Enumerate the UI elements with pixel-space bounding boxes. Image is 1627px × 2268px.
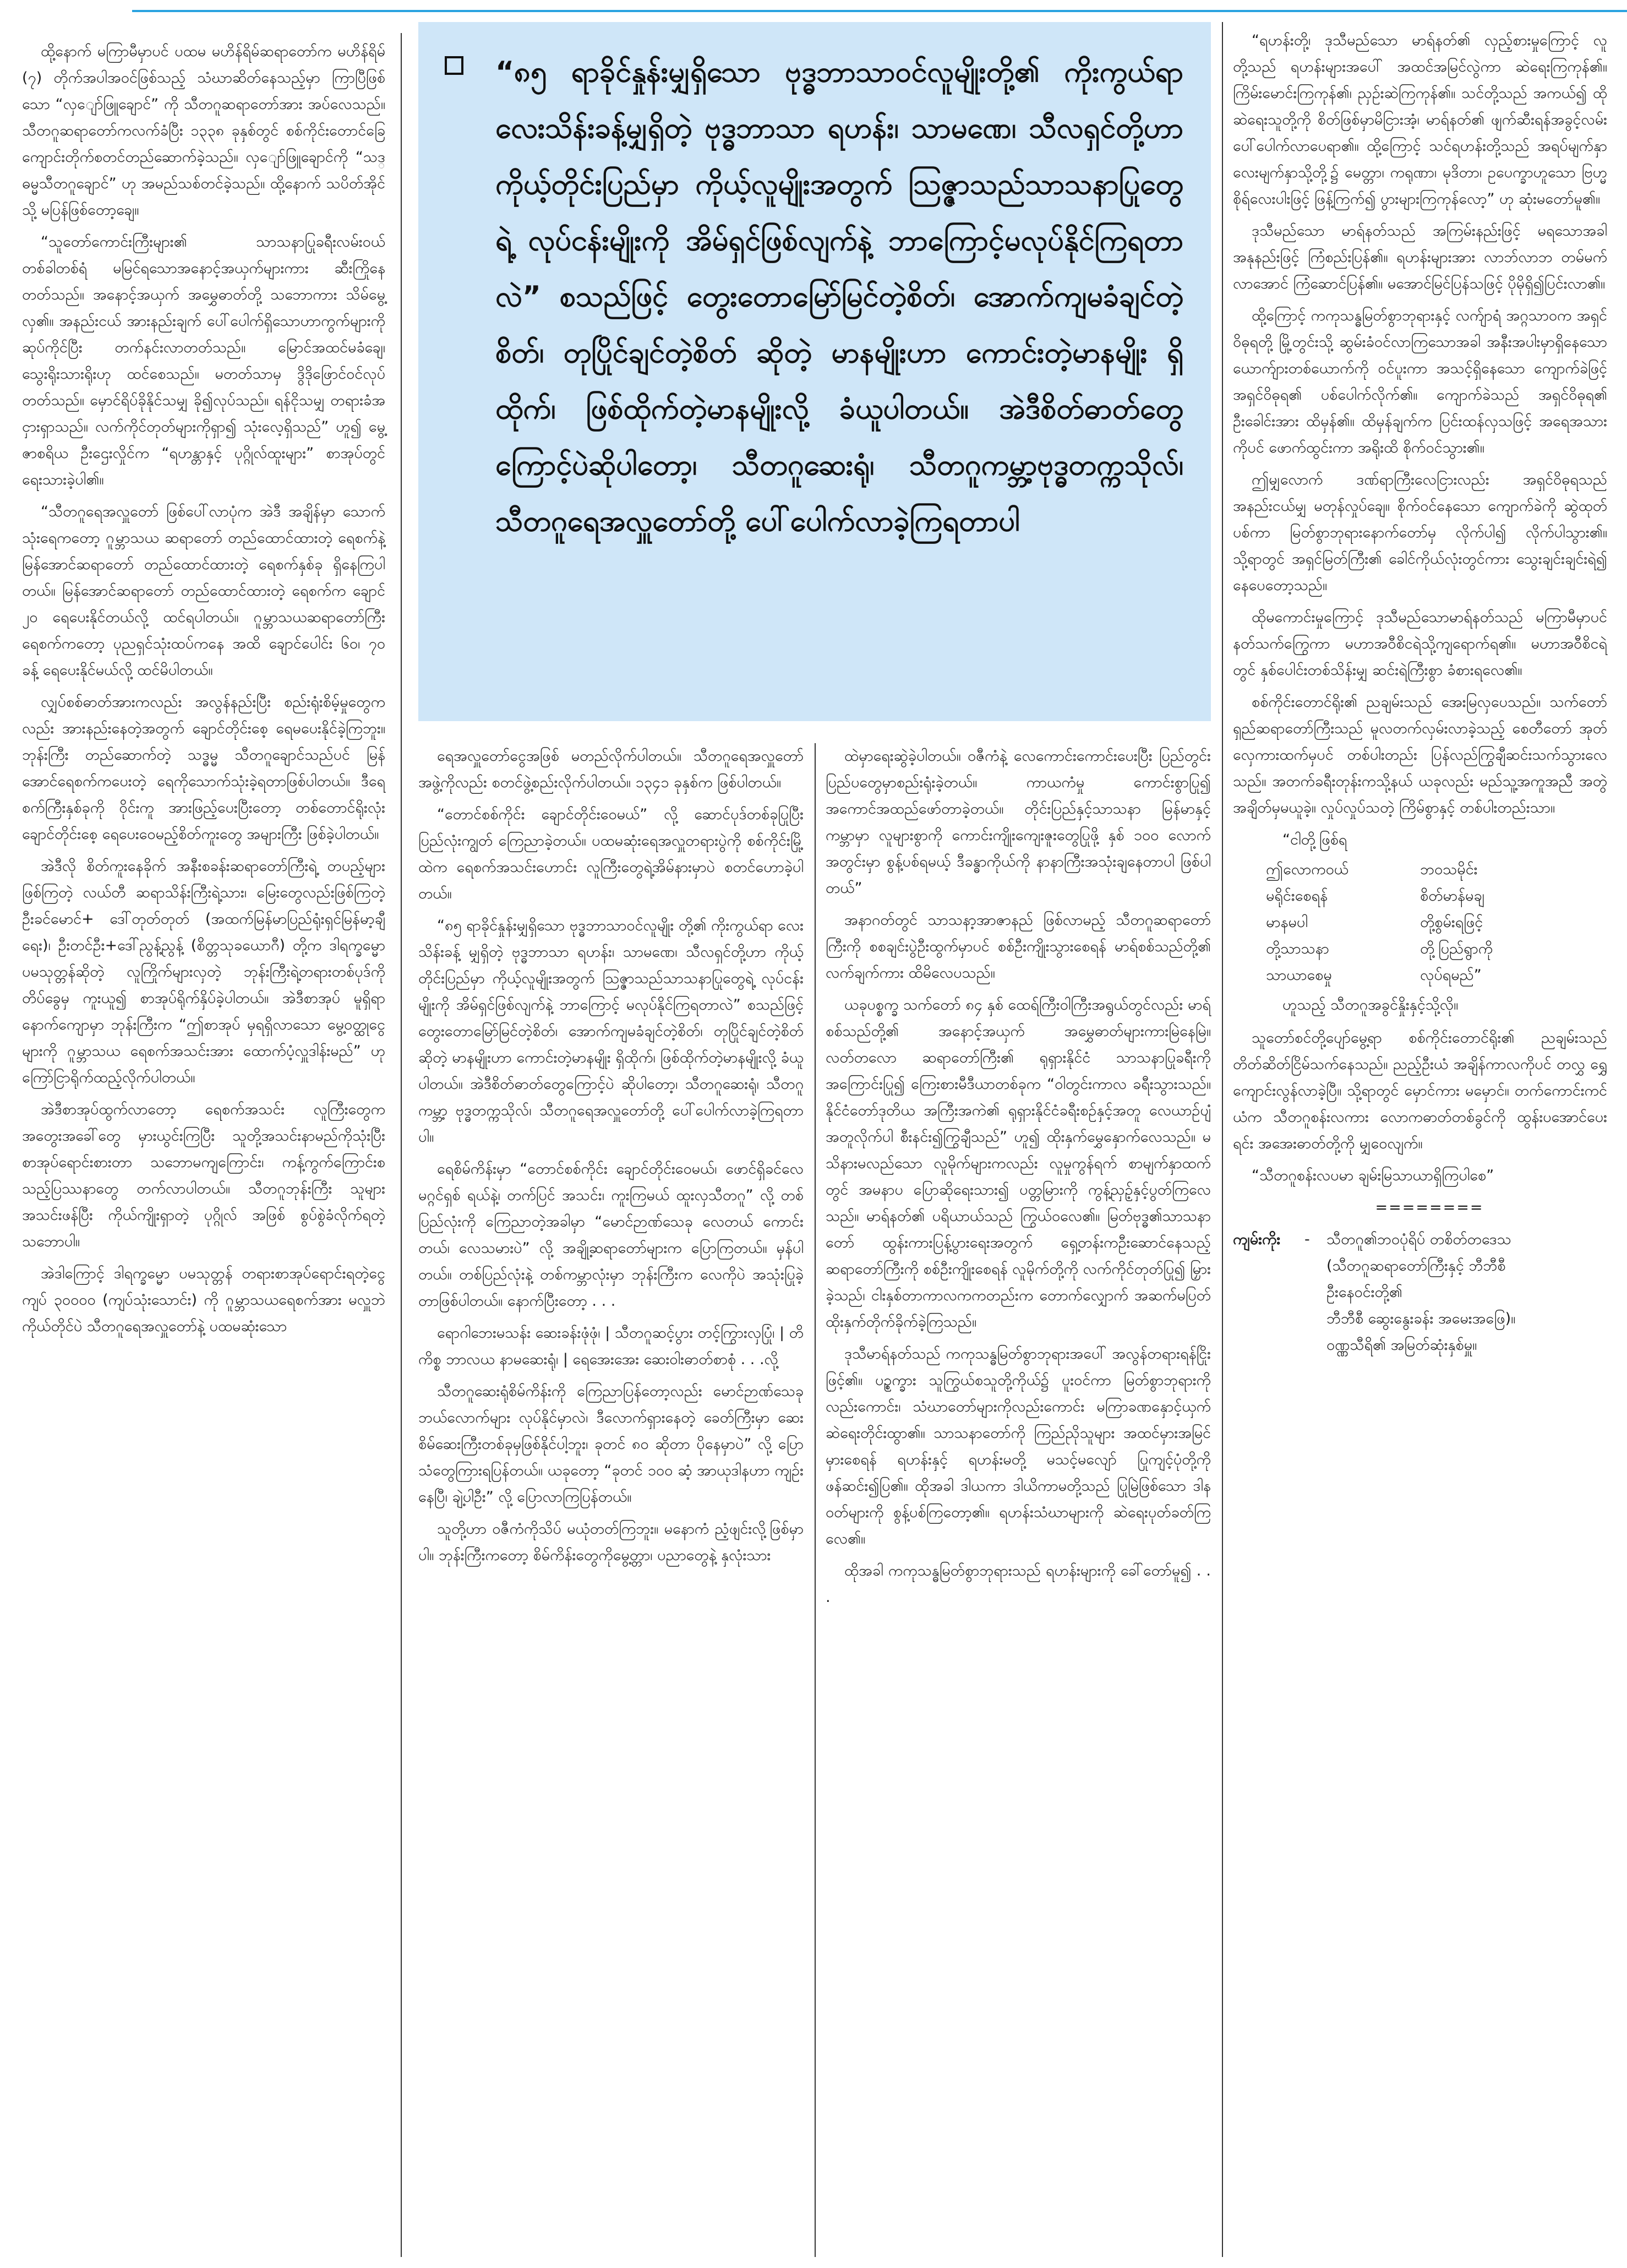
verse: ရောဂါဘေးမသန်း ဆေးခန်းဖုံဖုံ၊ | သီတဂူဆင့်ပွား တင့်ကြွားလှပြုံ၊ | တိ ကိစ္စ ဘာလယ နာမဆေးရုံ၊ | ရေအေးအေး ဆေးဝါးဓာတ်စာစုံ . . .လို့ (418, 1324, 804, 1368)
paragraph: သူတော်စင်တို့ပျော်မွေ့ရာ စစ်ကိုင်းတောင်ရိုး၏ ညချမ်းသည် တိတ်ဆိတ်ငြိမ်သက်နေသည်။ ညည့်ဦးယံ အချိန်ကာလကိုပင် တလွှ ရွှေကျောင်းလွန်လာခဲ့ပြီ။ သို့ရာတွင် မှောင်ကား မမှောင်။ တက်ကောင်းကင်ယံက သီတဂူစန်းလကား လောကဓာတ်တစ်ခွင်ကို ထွန်းပအောင်ပေးရင်း အအေးဓာတ်တို့ကို မျှဝေလျက်။ (1233, 1029, 1607, 1152)
paragraph: ထိုအခါ ကကုသန္ဓမြတ်စွာဘုရားသည် ရဟန်းများကို ခေါ်တော်မူ၍ . . . (826, 1562, 1211, 1606)
poem-cell: တို့စွမ်းရဖြင့် (1420, 914, 1483, 931)
poem-cell: မာနမပါ (1266, 914, 1308, 931)
poem-cell: ဘဝသမိုင်း (1420, 861, 1478, 878)
paragraph: “တောင်စစ်ကိုင်း ချောင်တိုင်းဝေမယ်” လို့ ဆောင်ပုဒ်တစ်ခုပြုပြီး ပြည်လုံးကျွတ် ကြေညာခဲ့တယ်။ ပထမဆုံးရေအလှူတရားပွဲကို စစ်ကိုင်းမြို့ ထဲက ရေစက်အသင်းဟောင်း လူကြီးတွေရဲ့အိမ်နားမှာပဲ စတင်ဟောခဲ့ပါတယ်။ (418, 806, 804, 902)
paragraph: ထဲမှာရေးဆွဲခဲ့ပါတယ်။ ဝဇီကံနဲ့ လေကောင်းကောင်းပေးပြီး ပြည်တွင်း ပြည်ပတွေမှာစည်းရုံးခဲ့တယ်။ ကာယကံမှု ကောင်းစွာပြု၍ အကောင်အထည်ဖော်တာခဲ့တယ်။ တိုင်းပြည်နှင့်သာသနာ မြန်မာနှင့် ကမ္ဘာမှာ လူများစွာကို ကောင်းကျိုးကျေးဇူးတွေပြုဖို့ နှစ် ၁၀၀ လောက်အတွင်းမှာ စွန့်ပစ်ရမယ့် ဒီခန္ဓာကိုယ်ကို နာနာကြီးအသုံးချနေတာပါ ဖြစ်ပါတယ်” (826, 748, 1211, 897)
pull-quote-text: “၈၅ ရာခိုင်နှုန်းမျှရှိသော ဗုဒ္ဓဘာသာဝင်လူမျိုးတို့၏ ကိုးကွယ်ရာ လေးသိန်းခန့်မျှရှိတဲ့ ဗုဒ္ဓဘာသာ ရဟန်း၊ သာမဏေ၊ သီလရှင်တို့ဟာ ကိုယ့်တိုင်းပြည်မှာ ကိုယ့်လူမျိုးအတွက် ဩဇ္ဇာသည်သာသနာပြုတွေရဲ့ လုပ်ငန်းမျိုးကို အိမ်ရှင်ဖြစ်လျက်နဲ့ ဘာကြောင့်မလုပ်နိုင်ကြရတာလဲ” စသည်ဖြင့် တွေးတောမြော်မြင်တဲ့စိတ်၊ အောက်ကျမခံချင်တဲ့စိတ်၊ တုပြိုင်ချင်တဲ့စိတ် ဆိုတဲ့ မာနမျိုးဟာ ကောင်းတဲ့မာနမျိုး ရှိထိုက်၊ ဖြစ်ထိုက်တဲ့မာနမျိုးလို့ ခံယူပါတယ်။ အဲဒီစိတ်ဓာတ်တွေကြောင့်ပဲဆိုပါတော့၊ သီတဂူဆေးရုံ၊ သီတဂူကမ္ဘာ့ဗုဒ္ဓတက္ကသိုလ်၊ သီတဂူရေအလှူတော်တို့ ပေါ်ပေါက်လာခဲ့ကြရတာပါ (495, 56, 1183, 538)
pull-quote-box (418, 22, 1211, 721)
article-column-middle-1 (418, 743, 804, 1574)
paragraph: ဤမျှလောက် ဒဏ်ရာကြီးလေငြားလည်း အရှင်ဝိဓုရသည် အနည်းငယ်မျှ မတုန်လှုပ်ချေ။ စိုက်ဝင်နေသော ကျောက်ခဲကို ဆွဲထုတ်ပစ်ကာ မြတ်စွာဘုရားနောက်တော်မှ လိုက်ပါ၍ လိုက်ပါသွား၏။ သို့ရာတွင် အရှင်မြတ်ကြီး၏ ခေါင်ကိုယ်လုံးတွင်ကား သွေးချင်းချင်းရဲ၍ နေပေတော့သည်။ (1233, 471, 1607, 594)
paragraph: ထို့နောက် မကြာမီမှာပင် ပထမ မဟိန်ရိမ်ဆရာတော်က မဟိန်ရိမ် (၇) တိုက်အပါအဝင်ဖြစ်သည့် သံဃာဆိတ်နေသည့်မှာ ကြာပြီဖြစ်သော “လှျော်ဖြူချောင်” ကို သီတဂူဆရာတော်အား အပ်လေသည်။ သီတဂူဆရာတော်ကလက်ခံပြီး ၁၃၃၈ ခုနှစ်တွင် စစ်ကိုင်းတောင်ခြေ ကျောင်းတိုက်စတင်တည်ဆောက်ခဲ့သည်။ လှျော်ဖြူချောင်ကို “သဒ္ဓမ္မသီတဂူချောင်” ဟု အမည်သစ်တင်ခဲ့သည်။ ထို့နောက် သပိတ်အိုင်သို့ မပြန်ဖြစ်တော့ချေ။ (22, 43, 385, 219)
paragraph: ထို့ကြောင့် ကကုသန္ဓမြတ်စွာဘုရားနှင့် လက်ျာရံ အဂ္ဂသာဝက အရှင်ဝိဓုရတို့ မြို့တွင်းသို့ ဆွမ်းခံဝင်လာကြသောအခါ အနီးအပါးမှာရှိနေသော ယောက်ျားတစ်ယောက်ကို ဝင်ပူးကာ အသင့်ရှိနေသော ကျောက်ခဲဖြင့် အရှင်ဝိဓုရ၏ ပစ်ပေါက်လိုက်၏။ ကျောက်ခဲသည် အရှင်ဝိဓုရ၏ ဦးခေါင်းအား ထိမှန်၏။ ထိမှန်ချက်က ပြင်းထန်လှသဖြင့် အရေအသားကိုပင် ဖောက်ထွင်းကာ အရိုးထိ စိုက်ဝင်သွား၏။ (1233, 307, 1607, 456)
paragraph: “၈၅ ရာခိုင်နှုန်းမျှရှိသော ဗုဒ္ဓဘာသာဝင်လူမျိုး တို့၏ ကိုးကွယ်ရာ လေးသိန်းခန့် မျှရှိတဲ့ ဗုဒ္ဓဘာသာ ရဟန်း၊ သာမဏေ၊ သီလရှင်တို့ဟာ ကိုယ့်တိုင်းပြည်မှာ ကိုယ့်လူမျိုးအတွက် ဩဇ္ဇာသည်သာသနာပြုတွေရဲ့ လုပ်ငန်းမျိုးကို အိမ်ရှင်ဖြစ်လျက်နဲ့ ဘာကြောင့် မလုပ်နိုင်ကြရတာလဲ” စသည်ဖြင့် တွေးတောမြော်မြင်တဲ့စိတ်၊ အောက်ကျမခံချင်တဲ့စိတ်၊ တုပြိုင်ချင်တဲ့စိတ်ဆိုတဲ့ မာနမျိုးဟာ ကောင်းတဲ့မာနမျိုး ရှိထိုက်၊ ဖြစ်ထိုက်တဲ့မာနမျိုးလို့ ခံယူပါတယ်။ အဲဒီစိတ်ဓာတ်တွေကြောင့်ပဲ ဆိုပါတော့၊ သီတဂူဆေးရုံ၊ သီတဂူကမ္ဘာ့ ဗုဒ္ဓတက္ကသိုလ်၊ သီတဂူရေအလှူတော်တို့ ပေါ်ပေါက်လာခဲ့ကြရတာပါ။ (418, 917, 804, 1146)
article-column-left (22, 39, 385, 1345)
paragraph: ဒုသီမာရ်နတ်သည် ကကုသန္ဓမြတ်စွာဘုရားအပေါ် အလွန်တရားရန်ငြိုးဖြင့်၏။ ပဉ္စက္ခား သူကြွယ်စသူတို့ကိုယ်၌ ပူးဝင်ကာ မြတ်စွာဘုရားကိုလည်းကောင်း၊ သံဃာတော်များကိုလည်းကောင်း မကြာခဏနှောင့်ယှက် ဆဲရေးတိုင်းထွာ၏။ သာသနာတော်ကို ကြည်ညိုသူများ အထင်မှားအမြင်မှားစေရန် ရဟန်းနှင့် ရဟန်းမတို့ မသင့်မလျော် ပြုကျင့်ပုံတို့ကို ဖန်ဆင်း၍ပြ၏။ ထိုအခါ ဒါယကာ ဒါယိကာမတို့သည် ပြုမြဲဖြစ်သော ဒါနဝတ်များကို စွန့်ပစ်ကြတော့၏။ ရဟန်းသံဃာများကို ဆဲရေးပုတ်ခတ်ကြလေ၏။ (826, 1345, 1211, 1547)
poem-lines (1233, 857, 1607, 989)
paragraph: ယခုပစ္စက္ခ သက်တော် ၈၄ နှစ် ထေရ်ကြီးဝါကြီးအရွယ်တွင်လည်း မာရ်စစ်သည်တို့၏ အနောင့်အယှက် အမွှေဓာတ်များကားမြဲနေမြဲ။ လတ်တလော ဆရာတော်ကြီး၏ ရုရှားနိုင်ငံ သာသနာပြုခရီးကို အကြောင်းပြု၍ ကြေးစားမီဒီယာတစ်ခုက “ဝါတွင်းကာလ ခရီးသွားသည်။ နိုင်ငံတော်ဒုတိယ အကြီးအကဲ၏ ရုရှားနိုင်ငံခရီးစဉ်နှင့်အတူ လေယာဉ်ပျံအတူလိုက်ပါ စီးနင်း၍ကြွချီသည်” ဟူ၍ ထိုးနှက်မွှေနှောက်လေသည်။ မသိနားမလည်သော လူမိုက်များကလည်း လူမှုကွန်ရက် စာမျက်နှာထက်တွင် အမနာပ ပြောဆိုရေးသား၍ ပတ္တမြားကို ကွန့်ညှဉ့်နှင့်ပွတ်ကြလေသည်။ မာရ်နတ်၏ ပရိယာယ်သည် ကြွယ်ဝလေ၏။ မြတ်ဗုဒ္ဓ၏သာသနာတော် ထွန်းကားပြန့်ပွားရေးအတွက် ရှေ့တန်းကဦးဆောင်နေသည့် ဆရာတော်ကြီးကို စစ်ဦးကျိုးစေရန် လူမိုက်တို့ကို လက်ကိုင်တုတ်ပြု၍ မြှားခဲ့သည်၊ ငါးနှစ်တာကာလကကတည်းက တောက်လျှောက် အဆက်မပြတ် ထိုးနှက်တိုက်ခိုက်ခဲ့ကြသည်။ (826, 996, 1211, 1331)
paragraph: ထိုမကောင်းမှုကြောင့် ဒုသီမည်သောမာရ်နတ်သည် မကြာမီမှာပင် နတ်သက်ကြွေကာ မဟာအဝီစိငရဲသို့ကျရောက်ရ၏။ မဟာအဝီစိငရဲတွင် နှစ်ပေါင်းတစ်သိန်းမျှ ဆင်းရဲကြီးစွာ ခံစားရလေ၏။ (1233, 609, 1607, 679)
poem-cell: စိတ်မာန်မချ (1420, 887, 1484, 904)
paragraph: ရေစိမ်ကိန်းမှာ “တောင်စစ်ကိုင်း ချောင်တိုင်းဝေမယ်၊ ဖောင်ရှိခင်လေ မဂ္ဂင်ရှစ် ရယ်နဲ့၊ တက်ပြင် အသင်း၊ ကူးကြမယ် ထူးလှသီတဂူ” လို့ တစ်ပြည်လုံးကို ကြေညာတဲ့အခါမှာ “မောင်ဉာဏ်သေခု လေတယ် ကောင်းတယ်၊ လေသမားပဲ” လို့ အချို့ဆရာတော်များက ပြောကြတယ်။ မှန်ပါတယ်။ တစ်ပြည်လုံးနဲ့ တစ်ကမ္ဘာလုံးမှာ ဘုန်းကြီးက လေကိုပဲ အသုံးပြုခဲ့တာဖြစ်ပါတယ်။ နောက်ပြီးတော့ . . . (418, 1160, 804, 1310)
paragraph: “သူတော်ကောင်းကြီးများ၏ သာသနာပြုခရီးလမ်းဝယ် တစ်ခါတစ်ရံ မမြင်ရသောအနောင့်အယှက်များကား ဆီးကြိုနေတတ်သည်။ အနောင့်အယှက် အမွှေဓာတ်တို့ သဘောကား သိမ်မွေ့လှ၏။ အနည်းငယ် အားနည်းချက် ပေါ်ပေါက်ရှိသောဟာကွက်များကို ဆုပ်ကိုင်ပြီး တက်နင်းလာတတ်သည်။ မြောင်အထင်မခံချေ၊ သွေးရိုးသားရိုးဟု ထင်စေသည်။ မတတ်သာမှ ဒွိဒိုဖြောင်ဝင်လုပ်တတ်သည်။ မှောင်ရိပ်ခိုနိုင်သမျှ ခို၍လုပ်သည်။ ရန်ငိုသမျှ တရားခံအငှားရှာသည်။ လက်ကိုင်တုတ်များကိုရှာ၍ သုံးလေ့ရှိသည်” ဟူ၍ မွေ့ဇာစရိယ ဦးဌေးလှိုင်က “ရဟန္တာနှင့် ပုဂ္ဂိုလ်ထူးများ” စာအုပ်တွင် ရေးသားခဲ့ပါ၏။ (22, 233, 385, 488)
checkbox-bullet-icon (445, 56, 463, 75)
paragraph: အနာဂတ်တွင် သာသနာ့အာဇာနည် ဖြစ်လာမည့် သီတဂူဆရာတော်ကြီးကို စစချင်းပွဲဦးထွက်မှာပင် စစ်ဦးကျိုးသွားစေရန် မာရ်စစ်သည်တို့၏ လက်ချက်ကား ထိမိလေပသည်။ (826, 912, 1211, 982)
paragraph: “ရဟန်းတို့၊ ဒုသီမည်သော မာရ်နတ်၏ လှည့်စားမှုကြောင့် လူတို့သည် ရဟန်းများအပေါ် အထင်အမြင်လွဲကာ ဆဲရေးကြကုန်၏။ ကြိမ်းမောင်းကြကုန်၏၊ ညှဉ်းဆဲကြကုန်၏။ သင်တို့သည် အကယ်၍ ထိုဆဲရေးသူတို့ကို စိတ်ဖြစ်မှာမိငြားအံ့၊ မာရ်နတ်၏ ဖျက်ဆီးရန်အခွင့်လမ်း ပေါ်ပေါက်လာပေရာ၏။ ထို့ကြောင့် သင်ရဟန်းတို့သည် အရပ်မျက်နှာ လေးမျက်နှာသို့တို့၌ မေတ္တာ၊ ကရုဏာ၊ မုဒိတာ၊ ဥပေက္ခာဟူသော ဗြဟ္မစိုရ်လေးပါးဖြင့် ဖြန့်ကြက်၍ ပွားများကြကုန်လော့” ဟု ဆုံးမတော်မူ၏။ (1233, 32, 1607, 208)
top-accent-line (132, 10, 1627, 12)
reference-line: သီတဂူ၏ဘဝပုံရိပ် တစိတ်တဒေသ (1326, 1231, 1511, 1248)
poem-cell: တို့ပြည်ရွာကို (1420, 940, 1493, 957)
paragraph: ဒုသီမည်သော မာရ်နတ်သည် အကြမ်းနည်းဖြင့် မရသောအခါ အနုနည်းဖြင့် ကြံစည်းပြန်၏။ ရဟန်းများအား လာဘ်လာဘ တမ်မက်လာအောင် ကြံဆောင်ပြန်၏။ မအောင်မြင်ပြန်သဖြင့် ပိုမိုရှိ၍ပြင်းလာ၏။ (1233, 222, 1607, 292)
references-dash: - (1304, 1231, 1310, 1248)
column-divider (401, 33, 402, 2257)
paragraph: သူတို့ဟာ ဝဇီကံကိုသိပ် မယုံတတ်ကြဘူး။ မနောကံ ညံ့ဖျင်းလို့ဖြစ်မှာပါ။ ဘုန်းကြီးကတော့ စိမ်ကိန်းတွေကိုမွေ့တ္တာ၊ ပညာတွေနဲ့ နှလုံးသား (418, 1520, 804, 1564)
top-border (0, 0, 1627, 22)
reference-line: (သီတဂူဆရာတော်ကြီးနှင့် ဘီဘီစီ (1326, 1257, 1506, 1274)
paragraph: ရေအလှူတော်ငွေအဖြစ် မတည်လိုက်ပါတယ်။ သီတဂူရေအလှူတော် အဖွဲ့ကိုလည်း စတင်ဖွဲ့စည်းလိုက်ပါတယ်။ ၁၃၄၁ ခုနှစ်က ဖြစ်ပါတယ်။ (418, 748, 804, 791)
references (1233, 1226, 1607, 1359)
article-column-middle-2 (826, 743, 1211, 1616)
poem-cell: လုပ်ရမည်” (1420, 967, 1482, 984)
reference-line: ဘီဘီစီ ဆွေးနွေးခန်း အမေးအဖြေ)။ (1326, 1310, 1516, 1327)
poem-closing: ဟူသည့် သီတဂူအခွင်နှိုးနှင့်သို့လို။ (1282, 996, 1459, 1013)
column-divider (815, 743, 816, 2257)
end-rule: ======== (1375, 1199, 1484, 1216)
paragraph: အဲဒီလို စိတ်ကူးနေခိုက် အနီးစခန်းဆရာတော်ကြီးရဲ့ တပည့်များဖြစ်ကြတဲ့ လယ်တီ ဆရာသိန်းကြီးရဲ့သား၊ မြေးတွေလည်းဖြစ်ကြတဲ့ ဦးခင်မောင်+ ဒေါ်တုတ်တုတ် (အထက်မြန်မာပြည်ရုံးရှင်မြန်မာ့ချီရေး)၊ ဦးတင်ဦး+ဒေါ်ညွန့်ညွန့် (စိတ္တသုခယောဂီ) တို့က ဒါရက္ခမ္မော ပမသုတ္တန်ဆိုတဲ့ လူကြိုက်များလှတဲ့ ဘုန်းကြီးရဲ့တရားတစ်ပုဒ်ကို တိပ်ခွေမှ ကူးယူ၍ စာအုပ်ရိုက်နှိပ်ခဲ့ပါတယ်။ အဲဒီစာအုပ် မူရှိရာ နောက်ကျောမှာ ဘုန်းကြီးက “ဤစာအုပ် မှရရှိလာသော မွေ့ဝတ္ထုငွေများကို ဂူမ္ဘာသယ ရေစက်အသင်းအား ထောက်ပံ့လှူဒါန်းမည်” ဟု ကြော်ငြာရိုက်ထည့်လိုက်ပါတယ်။ (22, 858, 385, 1086)
paragraph: စစ်ကိုင်းတောင်ရိုး၏ ညချမ်းသည် အေးမြလှပေသည်။ သက်တော်ရှည်ဆရာတော်ကြီးသည် မူလတက်လှမ်းလာခဲ့သည့် စေတီတော် အုတ်လှေကားထက်မှပင် တစ်ပါးတည်း ပြန်လည်ကြွချီဆင်းသက်သွားလေသည်။ အတက်ခရီးတုန်းကသို့နယ် ယခုလည်း မည်သူ့အကူအညီ အတွဲအချိတ်မှမယူခဲ့။ လှုပ်လှုပ်သတဲ့ ကြိမ်စွာနှင့် တစ်ပါးတည်းသာ။ (1233, 694, 1607, 816)
poem (1233, 827, 1607, 1018)
paragraph: “သီတဂူရေအလှူတော် ဖြစ်ပေါ်လာပုံက အဲဒီ အချိန်မှာ သောက်သုံးရေကတော့ ဂူမ္ဘာသယ ဆရာတော် တည်ထောင်ထားတဲ့ ရေစက်နဲ့ မြန်အောင်ဆရာတော် တည်ထောင်ထားတဲ့ ရေစက်နှစ်ခု ရှိနေကြပါတယ်။ မြန်အောင်ဆရာတော် တည်ထောင်ထားတဲ့ ရေစက်က ချောင် ၂၀ ရေပေးနိုင်တယ်လို့ ထင်ရပါတယ်။ ဂူမ္ဘာသယဆရာတော်ကြီး ရေစက်ကတော့ ပုညရှင်သုံးထပ်ကနေ အထိ ချောင်ပေါင်း ၆၀၊ ၇၀ ခန့် ရေပေးနိုင်မယ်လို့ ထင်မိပါတယ်။ (22, 503, 385, 679)
poem-cell: တို့သာသနာ (1266, 940, 1329, 957)
reference-line: ဝဏ္ဏသီရိ၏ အမြတ်ဆုံးနှစ်မှူ။ (1326, 1337, 1477, 1354)
reference-line: ဦးနေဝင်းတို့၏ (1326, 1284, 1402, 1301)
paragraph: အဲဒီစာအုပ်ထွက်လာတော့ ရေစက်အသင်း လူကြီးတွေက အတွေးအခေါ်တွေ မှားယွင်းကြပြီး သူတို့အသင်းနာမည်ကိုသုံးပြီး စာအုပ်ရောင်းစားတာ သဘောမကျကြောင်း၊ ကန့်ကွက်ကြောင်းစသည့်ပြဿနာတွေ တက်လာပါတယ်။ သီတဂူဘုန်းကြီး သူများ အသင်းဖန်ပြီး ကိုယ်ကျိုးရှာတဲ့ ပုဂ္ဂိုလ် အဖြစ် စွပ်စွဲခံလိုက်ရတဲ့ သဘောပါ။ (22, 1101, 385, 1250)
poem-cell: မရိုင်းစေရန် (1266, 887, 1328, 904)
paragraph: သီတဂူဆေးရုံစိမ်ကိန်းကို ကြေညာပြန်တော့လည်း မောင်ဉာဏ်သေခု ဘယ်လောက်များ လုပ်နိုင်မှာလဲ၊ ဒီလောက်ရှားနေတဲ့ ခေတ်ကြီးမှာ ဆေးစိမ်ဆေးကြီးတစ်ခုမှဖြစ်နိုင်ပါ့ဘူး၊ ခုတင် ၈၀ ဆိုတာ ပိုနေမှာပဲ” လို့ ပြောသံတွေကြားရပြန်တယ်။ ယခုတော့ “ခုတင် ၁၀၀ ဆံ့ အာယုဒါနဟာ ကျဉ်းနေပြီ၊ ချဲ့ပါဦး” လို့ ပြောလာကြပြန်တယ်။ (418, 1383, 804, 1506)
poem-cell: ဤလောကဝယ် (1266, 861, 1348, 878)
references-body (1326, 1226, 1607, 1359)
paragraph: လျှပ်စစ်ဓာတ်အားကလည်း အလွန်နည်းပြီး စည်းရုံးစိမ့်မှုတွေကလည်း အားနည်းနေတဲ့အတွက် ချောင်တိုင်းစေ့ ရေမပေးနိုင်ခဲ့ကြဘူး။ ဘုန်းကြီး တည်ဆောက်တဲ့ သဒ္ဓမ္မ သီတဂူချောင်သည်ပင် မြန်အောင်ရေစက်ကပေးတဲ့ ရေကိုသောက်သုံးခဲ့ရတာဖြစ်ပါတယ်။ ဒီရေစက်ကြီးနှစ်ခုကို ဝိုင်းကူ အားဖြည့်ပေးပြီးတော့ တစ်တောင်ရိုးလုံး ချောင်တိုင်းစေ့ ရေပေးဝေမည့်စိတ်ကူးတွေ အများကြီး ဖြစ်ခဲ့ပါတယ်။ (22, 694, 385, 843)
poem-opening: “ငါတို့ဖြစ်ရ (1282, 831, 1347, 848)
column-divider (1222, 22, 1223, 2257)
poem-cell: သာယာစေမှု (1266, 967, 1332, 984)
closing-blessing: “သီတဂူစန်းလပမာ ချမ်းမြသာယာရှိကြပါစေ” (1252, 1167, 1494, 1184)
references-label: ကျမ်းကိုး (1233, 1231, 1281, 1248)
paragraph: အဲဒါကြောင့် ဒါရက္ခမ္မော ပမသုတ္တန် တရားစာအုပ်ရောင်းရတဲ့ငွေကျပ် ၃၀၀၀၀ (ကျပ်သုံးသောင်း) ကို ဂူမ္ဘာသယရေစက်အား မလှူဘဲ ကိုယ်တိုင်ပဲ သီတဂူရေအလှူတော်နဲ့ ပထမဆုံးသော (22, 1265, 385, 1335)
article-column-right (1233, 28, 1607, 1359)
